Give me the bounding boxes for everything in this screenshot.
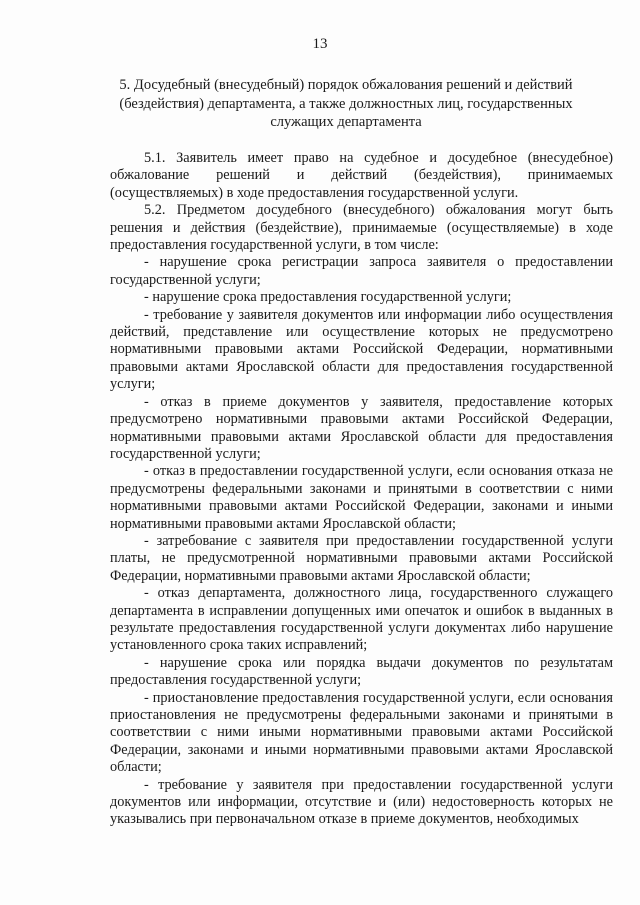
list-item: - требование у заявителя документов или информации либо осуществления действий, представление или осуществление которых не предусмотрено нормативными правовыми актами Российской Федерации, нормативными правовыми актами Ярославской области для предоставления государственной услуги; xyxy=(110,306,613,393)
list-item: - затребование с заявителя при предоставлении государственной услуги платы, не предусмотренной нормативными правовыми актами Российской Федерации, нормативными правовыми актами Ярославской области; xyxy=(110,532,613,584)
page-number: 13 xyxy=(312,36,328,52)
paragraph-5-2: 5.2. Предметом досудебного (внесудебного) обжалования могут быть решения и действия (бездействие), принимаемые (осуществляемые) в ходе предоставления государственной услуги, в том числе: xyxy=(110,202,613,254)
list-item: - отказ в предоставлении государственной услуги, если основания отказа не предусмотрены федеральными законами и принятыми в соответствии с ними нормативными правовыми актами Российской Федерации, законами и иными нормативными правовыми актами Ярославской области; xyxy=(110,463,613,532)
list-item: - нарушение срока или порядка выдачи документов по результатам предоставления государственной услуги; xyxy=(110,654,613,689)
list-item: - нарушение срока предоставления государственной услуги; xyxy=(144,289,512,306)
document-body xyxy=(110,150,613,829)
paragraph-5-1: 5.1. Заявитель имеет право на судебное и досудебное (внесудебное) обжалование решений и действий (бездействия), принимаемых (осуществляемых) в ходе предоставления государственной услуги. xyxy=(110,150,613,201)
list-item: - отказ в приеме документов у заявителя, предоставление которых предусмотрено нормативными правовыми актами Российской Федерации, нормативными правовыми актами Ярославской области для предоставления государственной услуги; xyxy=(110,393,613,462)
list-item: - приостановление предоставления государственной услуги, если основания приостановления не предусмотрены федеральными законами и принятыми в соответствии с ними иными нормативными правовыми актами Российской Федерации, законами и иными нормативными правовыми актами Ярославской области; xyxy=(110,689,613,776)
section-title: 5. Досудебный (внесудебный) порядок обжалования решений и действий (бездействия) департамента, а также должностных лиц, государственных служащих департамента xyxy=(119,77,573,130)
list-item: - отказ департамента, должностного лица, государственного служащего департамента в исправлении допущенных ими опечаток и ошибок в выданных в результате предоставления государственной услуги документах либо нарушение установленного срока таких исправлений; xyxy=(110,585,613,654)
list-item: - требование у заявителя при предоставлении государственной услуги документов или информации, отсутствие и (или) недостоверность которых не указывались при первоначальном отказе в приеме документов, необходимых xyxy=(110,776,613,828)
list-item: - нарушение срока регистрации запроса заявителя о предоставлении государственной услуги; xyxy=(110,254,613,288)
